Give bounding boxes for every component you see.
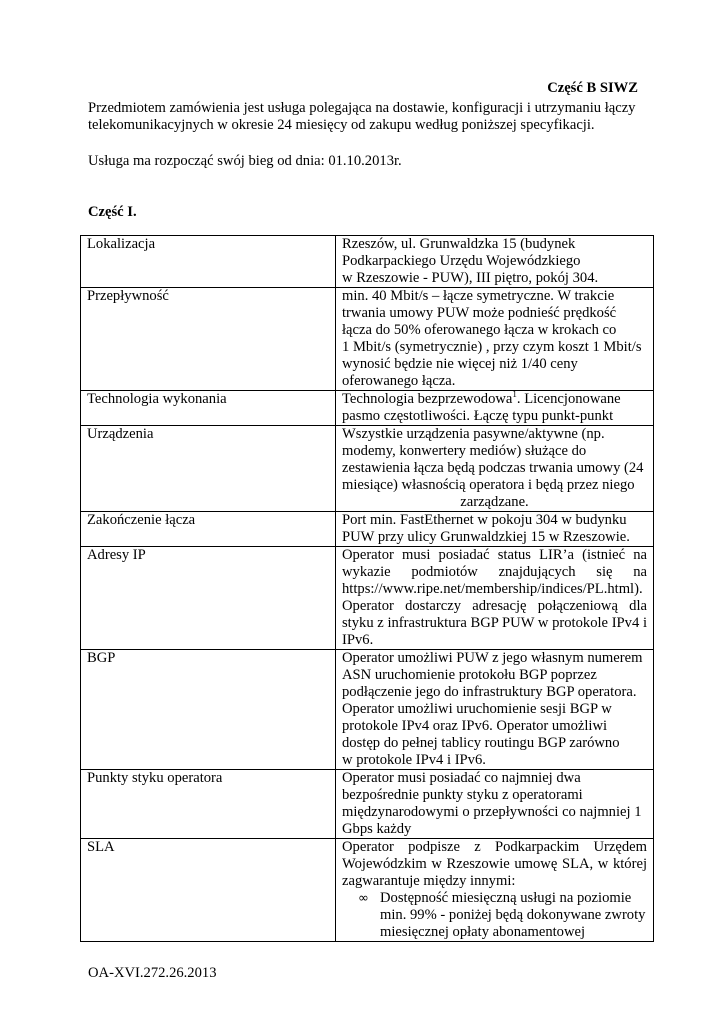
sla-bullet-list bbox=[342, 890, 647, 941]
row-value bbox=[336, 288, 654, 391]
table-row bbox=[81, 288, 654, 391]
document-reference-code: OA-XVI.272.26.2013 bbox=[88, 965, 217, 981]
row-value bbox=[336, 839, 654, 942]
table-row bbox=[81, 236, 654, 288]
value-line: zarządzane. bbox=[460, 494, 529, 510]
table-row bbox=[81, 839, 654, 942]
table-row bbox=[81, 650, 654, 770]
value-line: Operator musi posiadać co najmniej dwa bbox=[342, 770, 581, 786]
value-line: 1 Mbit/s (symetrycznie) , przy czym koszt 1 Mbit/s bbox=[342, 339, 642, 355]
row-label: Urządzenia bbox=[81, 426, 336, 512]
table-row bbox=[81, 426, 654, 512]
value-text: . Licencjonowane bbox=[516, 391, 621, 407]
intro-paragraph: Przedmiotem zamówienia jest usługa polegająca na dostawie, konfiguracji i utrzymaniu łączy telekomunikacyjnych w okresie 24 miesięcy od zakupu według poniższej specyfikacji. bbox=[88, 100, 636, 133]
value-line: zestawienia łącza będą podczas trwania umowy (24 bbox=[342, 460, 644, 476]
value-line: Wszystkie urządzenia pasywne/aktywne (np. bbox=[342, 426, 605, 442]
table-row bbox=[81, 770, 654, 839]
sla-bullet-text: Dostępność miesięczną usługi na poziomie min. 99% - poniżej będą dokonywane zwroty miesięcznej opłaty abonamentowej bbox=[380, 890, 646, 940]
value-line: oferowanego łącza. bbox=[342, 373, 456, 389]
value-line: wynosić będzie nie więcej niż 1/40 ceny bbox=[342, 356, 578, 372]
infinity-bullet-icon: ∞ bbox=[358, 891, 369, 906]
row-label: Zakończenie łącza bbox=[81, 512, 336, 547]
row-value bbox=[336, 650, 654, 770]
value-line: bezpośrednie punkty styku z operatorami bbox=[342, 787, 583, 803]
value-line: Gbps każdy bbox=[342, 821, 412, 837]
value-line: min. 40 Mbit/s – łącze symetryczne. W trakcie bbox=[342, 288, 615, 304]
value-line: trwania umowy PUW może podnieść prędkość bbox=[342, 305, 617, 321]
list-item bbox=[358, 890, 647, 941]
value-line: protokole IPv4 oraz IPv6. Operator umożliwi bbox=[342, 718, 608, 734]
value-line: podłączenie jego do infrastruktury BGP operatora. bbox=[342, 684, 637, 700]
start-date-statement: Usługa ma rozpocząć swój bieg od dnia: 01.10.2013r. bbox=[88, 153, 402, 169]
row-label: Lokalizacja bbox=[81, 236, 336, 288]
value-line: modemy, konwertery mediów) służące do bbox=[342, 443, 587, 459]
value-text: Technologia bezprzewodowa bbox=[342, 391, 513, 407]
value-line: miesiące) własnością operatora i będą przez niego bbox=[342, 477, 635, 493]
row-value: Operator musi posiadać status LIR’a (istnieć na wykazie podmiotów znajdujących się na https://www.ripe.net/membership/indices/PL.html). Operator dostarczy adresację połączeniową dla styku z infrastruktura BGP PUW w protokole IPv4 i IPv6. bbox=[336, 547, 654, 650]
value-line: w protokole IPv4 i IPv6. bbox=[342, 752, 486, 768]
value-line: dostęp do pełnej tablicy routingu BGP zarówno bbox=[342, 735, 620, 751]
value-line: pasmo częstotliwości. Łączę typu punkt-punkt bbox=[342, 408, 614, 424]
row-label: Technologia wykonania bbox=[81, 391, 336, 426]
value-line: Rzeszów, ul. Grunwaldzka 15 (budynek bbox=[342, 236, 576, 252]
section-title: Część I. bbox=[88, 204, 137, 220]
row-label: Punkty styku operatora bbox=[81, 770, 336, 839]
value-line: PUW przy ulicy Grunwaldzkiej 15 w Rzeszowie. bbox=[342, 529, 630, 545]
row-value bbox=[336, 770, 654, 839]
row-value bbox=[336, 426, 654, 512]
value-line bbox=[342, 391, 647, 408]
document-part-label: Część B SIWZ bbox=[547, 80, 638, 96]
value-line: w Rzeszowie - PUW), III piętro, pokój 304. bbox=[342, 270, 599, 286]
row-label: Adresy IP bbox=[81, 547, 336, 650]
table-row bbox=[81, 547, 654, 650]
row-label: SLA bbox=[81, 839, 336, 942]
specification-table bbox=[80, 235, 654, 942]
value-line: Podkarpackiego Urzędu Wojewódzkiego bbox=[342, 253, 581, 269]
value-line: Operator umożliwi uruchomienie sesji BGP w bbox=[342, 701, 612, 717]
value-line: Operator umożliwi PUW z jego własnym numerem bbox=[342, 650, 643, 666]
row-label: BGP bbox=[81, 650, 336, 770]
value-line: międzynarodowymi o przepływności co najmniej 1 bbox=[342, 804, 642, 820]
value-line: łącza do 50% oferowanego łącza w krokach co bbox=[342, 322, 617, 338]
row-value bbox=[336, 391, 654, 426]
value-line: ASN uruchomienie protokołu BGP poprzez bbox=[342, 667, 597, 683]
row-value bbox=[336, 236, 654, 288]
table-row bbox=[81, 512, 654, 547]
value-line: Port min. FastEthernet w pokoju 304 w budynku bbox=[342, 512, 627, 528]
sla-intro-text: Operator podpisze z Podkarpackim Urzędem Wojewódzkim w Rzeszowie umowę SLA, w której zagwarantuje między innymi: bbox=[342, 839, 647, 889]
row-value bbox=[336, 512, 654, 547]
footnote-marker: 1 bbox=[512, 389, 517, 400]
row-label: Przepływność bbox=[81, 288, 336, 391]
table-row bbox=[81, 391, 654, 426]
